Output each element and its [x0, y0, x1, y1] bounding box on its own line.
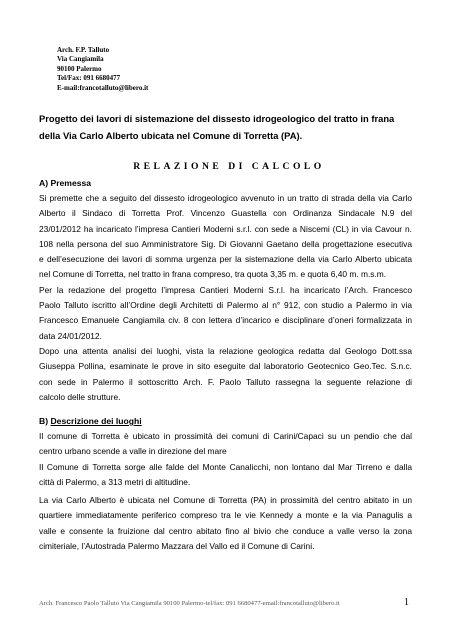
- paragraph-line: nel Comune di Torretta, nel tratto in frana compreso, tra quota 3,35 m. e quota 6,40 m. m.s.m.: [39, 269, 387, 280]
- letterhead-email: E-mail:francotalluto@libero.it: [57, 83, 149, 92]
- section-b-label: Descrizione dei luoghi: [50, 416, 142, 426]
- paragraph-line: Alberto il Sindaco di Torretta Prof. Vincenzo Guastella con Ordinanza Sindacale N.9 del: [39, 208, 412, 219]
- paragraph-line: centro urbano scende a valle in direzione del mare: [39, 446, 227, 457]
- title-line-2: della Via Carlo Alberto ubicata nel Comune di Torretta (PA).: [39, 130, 303, 141]
- section-b-heading: [39, 416, 142, 426]
- paragraph-line: Dopo una attenta analisi dei luoghi, vista la relazione geologica redatta dal Geologo Dott.ssa: [39, 345, 412, 356]
- letterhead-street: Via Cangiamila: [57, 55, 104, 64]
- paragraph-line: Per la redazione del progetto l’impresa Cantieri Moderni S.r.l. ha incaricato l’Arch. Francesco: [39, 284, 412, 295]
- paragraph-line: Il Comune di Torretta sorge alle falde del Monte Canalicchi, non lontano dal Mar Tirreno e dalla: [39, 461, 412, 472]
- document-title: [39, 110, 419, 144]
- paragraph-line: quartiere immediatamente periferico compreso tra le vie Kennedy a monte e la via Panagulis a: [39, 510, 412, 521]
- title-line-1: Progetto dei lavori di sistemazione del dissesto idrogeologico del tratto in frana: [39, 113, 395, 124]
- paragraph-line: calcolo delle strutture.: [39, 391, 121, 402]
- paragraph-line: Si premette che a seguito del dissesto idrogeologico avvenuto in un tratto di strada della via Carlo: [39, 193, 412, 203]
- section-b-body-1: [39, 429, 412, 490]
- letterhead: [57, 46, 148, 93]
- letterhead-tel: Tel/Fax: 091 6680477: [57, 74, 121, 83]
- section-a-body: [39, 191, 412, 405]
- paragraph-line: valle e consente la fruizione dal centro abitato fino al bivio che conduce a valle verso la zona: [39, 525, 412, 536]
- paragraph-line: data 24/01/2012.: [39, 330, 102, 341]
- paragraph-line: Giuseppa Pollina, esaminate le prove in sito eseguite dal laboratorio Geotecnico Geo.Tec. S.n.c.: [39, 361, 412, 372]
- paragraph-line: con sede in Palermo il sottoscritto Arch. F. Paolo Talluto rassegna la seguente relazione di: [39, 376, 412, 387]
- paragraph-line: Il comune di Torretta è ubicato in prossimità dei comuni di Carini/Capaci su un pendio che dal: [39, 431, 412, 441]
- page-number: 1: [404, 597, 409, 608]
- section-b-body-2: [39, 493, 412, 554]
- paragraph-line: città di Palermo, a 313 metri di altitudine.: [39, 476, 191, 487]
- letterhead-city: 90100 Palermo: [57, 64, 102, 73]
- letterhead-name: Arch. F.P. Talluto: [57, 46, 110, 54]
- paragraph-line: Francesco Emanuele Cangiamila civ. 8 con lettera d’incarico e disciplinare d’oneri formalizzata in: [39, 315, 412, 326]
- paragraph-line: e dell’esecuzione dei lavori di somma urgenza per la sistemazione della via Carlo Alberto ubicata: [39, 254, 412, 265]
- section-heading: RELAZIONE DI CALCOLO: [133, 161, 325, 172]
- section-b-prefix: B): [39, 416, 49, 426]
- paragraph-line: Paolo Talluto iscritto all’Ordine degli Architetti di Palermo al n° 912, con studio a Palermo in via: [39, 300, 412, 311]
- paragraph-line: La via Carlo Alberto è ubicata nel Comune di Torretta (PA) in prossimità del centro abitato in un: [39, 495, 412, 505]
- page-footer: Arch. Francesco Paolo Talluto Via Cangiamila 90100 Palermo-tel/fax: 091 6680477-email:francotalluto@libero.it: [39, 600, 340, 607]
- paragraph-line: 23/01/2012 ha incaricato l’impresa Cantieri Moderni s.r.l. con sede a Niscemi (CL) in via Cavour n.: [39, 223, 412, 234]
- paragraph-line: cimiteriale, l’Autostrada Palermo Mazzara del Vallo ed il Comune di Carini.: [39, 540, 315, 551]
- paragraph-line: 108 nella persona del suo Amministratore Sig. Di Giovanni Gaetano della progettazione esecutiva: [39, 238, 412, 249]
- section-a-heading: A) Premessa: [39, 178, 92, 188]
